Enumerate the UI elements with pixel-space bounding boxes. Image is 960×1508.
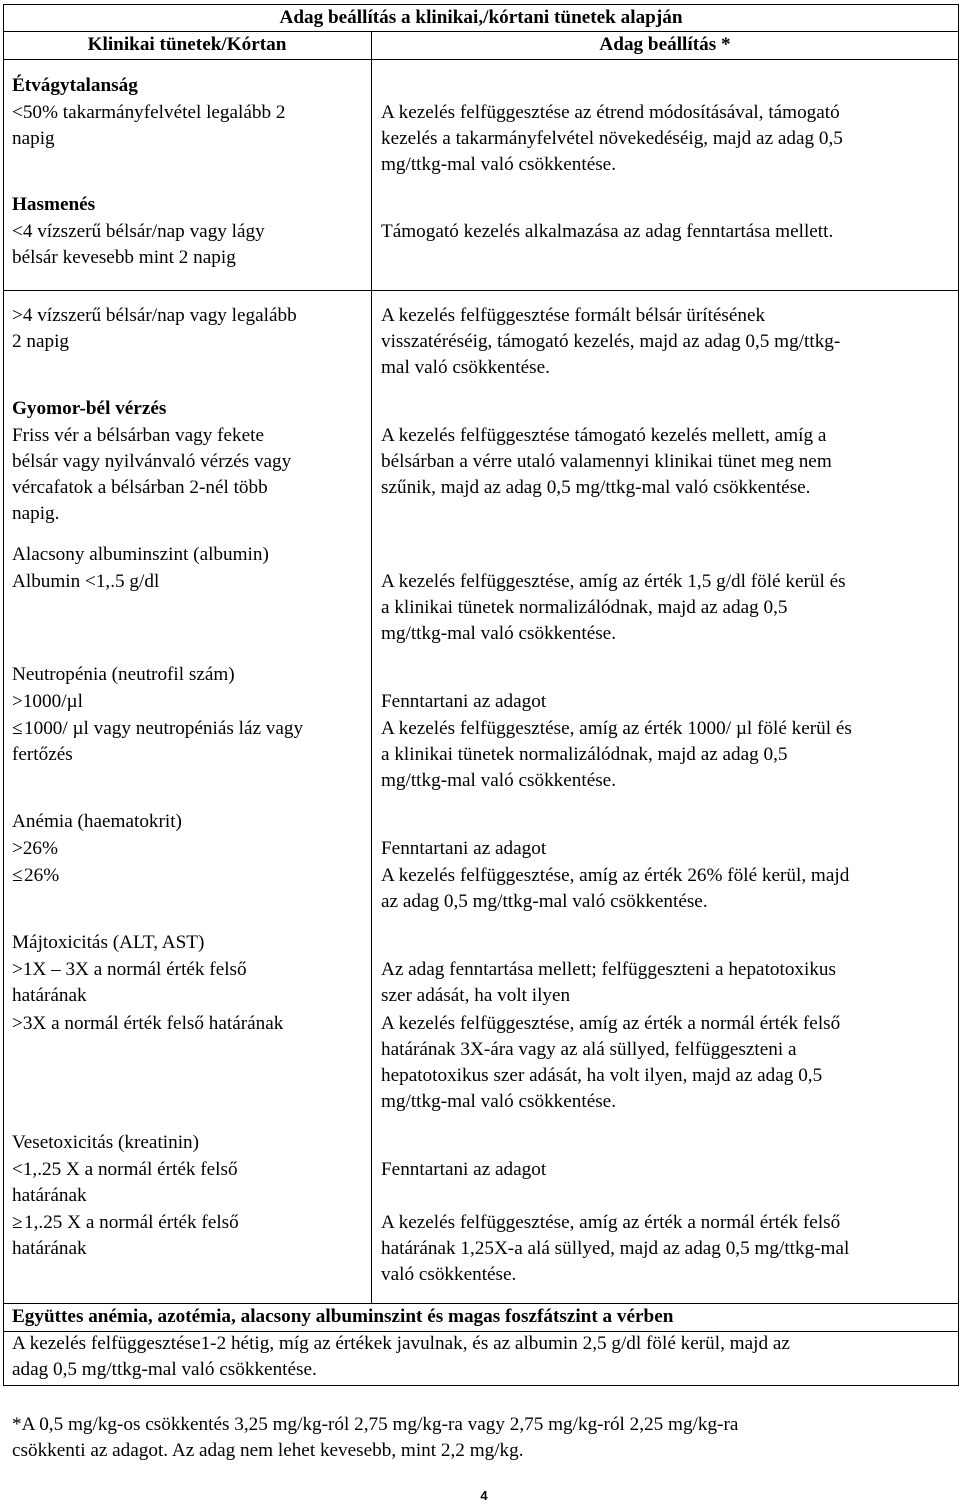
symptom-text: 1,.25 X a normál érték felső <box>24 1212 239 1233</box>
symptom-text: bélsár vagy nyilvánvaló vérzés vagy <box>12 451 292 472</box>
adjustment-text: Fenntartani az adagot <box>381 1159 547 1180</box>
adjustment-text: az adag 0,5 mg/ttkg-mal való csökkentése. <box>381 891 708 912</box>
adjustment-text: Az adag fenntartása mellett; felfüggeszteni a hepatotoxikus <box>381 959 836 980</box>
section-heading-neutropenia: Neutropénia (neutrofil szám) <box>12 664 235 685</box>
symptom-text: >1000/µl <box>12 691 83 712</box>
symptom-text: napig <box>12 128 55 149</box>
combined-text: A kezelés felfüggesztése1-2 hétig, míg az értékek javulnak, és az albumin 2,5 g/dl fölé kerül, majd az <box>12 1333 790 1354</box>
symptom-text: vércafatok a bélsárban 2-nél több <box>12 477 268 498</box>
symptom-text: határának <box>12 1238 87 1259</box>
symptom-text: >1X – 3X a normál érték felső <box>12 959 247 980</box>
adjustment-text: A kezelés felfüggesztése, amíg az érték 26% fölé kerül, majd <box>381 865 850 886</box>
symptom-text: >4 vízszerű bélsár/nap vagy legalább <box>12 305 297 326</box>
symptom-text: <1,.25 X a normál érték felső <box>12 1159 238 1180</box>
rule-header-bottom <box>3 59 959 60</box>
symptom-text: határának <box>12 985 87 1006</box>
column-divider <box>371 31 372 1304</box>
border-right <box>958 4 959 1386</box>
adjustment-text: visszatéréséig, támogató kezelés, majd az adag 0,5 mg/ttkg- <box>381 331 841 352</box>
adjustment-text: Fenntartani az adagot <box>381 691 547 712</box>
adjustment-text: A kezelés felfüggesztése az étrend módosításával, támogató <box>381 102 840 123</box>
header-clinical-symptoms: Klinikai tünetek/Kórtan <box>87 34 287 55</box>
symptom-text: 1000/ µl vagy neutropéniás láz vagy <box>24 718 304 739</box>
symptom-text: határának <box>12 1185 87 1206</box>
symptom-text: 26% <box>24 865 60 886</box>
adjustment-text: A kezelés felfüggesztése, amíg az érték 1,5 g/dl fölé kerül és <box>381 571 846 592</box>
adjustment-text: A kezelés felfüggesztése formált bélsár ürítésének <box>381 305 766 326</box>
adjustment-text: A kezelés felfüggesztése, amíg az érték a normál érték felső <box>381 1013 841 1034</box>
adjustment-text: határának 3X-ára vagy az alá süllyed, felfüggeszteni a <box>381 1039 797 1060</box>
adjustment-text: való csökkentése. <box>381 1264 517 1285</box>
symptom-text: >3X a normál érték felső határának <box>12 1013 284 1034</box>
section-heading-anemia: Anémia (haematokrit) <box>12 811 182 832</box>
adjustment-text: kezelés a takarmányfelvétel növekedéséig, majd az adag 0,5 <box>381 128 843 149</box>
adjustment-text: határának 1,25X-a alá süllyed, majd az adag 0,5 mg/ttkg-mal <box>381 1238 850 1259</box>
adjustment-text: a klinikai tünetek normalizálódnak, majd az adag 0,5 <box>381 597 788 618</box>
rule-bottom <box>3 1385 959 1386</box>
symptom-text: Friss vér a bélsárban vagy fekete <box>12 425 265 446</box>
section-heading-gi-bleeding: Gyomor-bél vérzés <box>12 398 167 419</box>
section-heading-appetite: Étvágytalanság <box>12 75 138 96</box>
section-heading-albumin: Alacsony albuminszint (albumin) <box>12 544 269 565</box>
adjustment-text: Támogató kezelés alkalmazása az adag fenntartása mellett. <box>381 221 834 242</box>
symptom-text: napig. <box>12 503 60 524</box>
rule-sections <box>3 290 959 291</box>
section-heading-diarrhea: Hasmenés <box>12 194 96 215</box>
adjustment-text: szűnik, majd az adag 0,5 mg/ttkg-mal való csökkentése. <box>381 477 811 498</box>
adjustment-text: A kezelés felfüggesztése, amíg az érték a normál érték felső <box>381 1212 841 1233</box>
symptom-text: 2 napig <box>12 331 70 352</box>
page-number: 4 <box>480 1488 488 1503</box>
adjustment-text: mg/ttkg-mal való csökkentése. <box>381 623 616 644</box>
adjustment-text: Fenntartani az adagot <box>381 838 547 859</box>
symptom-text: <4 vízszerű bélsár/nap vagy lágy <box>12 221 265 242</box>
adjustment-text: szer adását, ha volt ilyen <box>381 985 571 1006</box>
symptom-text: bélsár kevesebb mint 2 napig <box>12 247 236 268</box>
symptom-text: fertőzés <box>12 744 73 765</box>
section-heading-combined: Együttes anémia, azotémia, alacsony albuminszint és magas foszfátszint a vérben <box>12 1306 674 1327</box>
footnote: *A 0,5 mg/kg-os csökkentés 3,25 mg/kg-ról 2,75 mg/kg-ra vagy 2,75 mg/kg-ról 2,25 mg/kg-ra <box>12 1414 739 1435</box>
section-heading-liver: Májtoxicitás (ALT, AST) <box>12 932 205 953</box>
less-equal-icon: ≤ <box>12 865 23 886</box>
footnote: csökkenti az adagot. Az adag nem lehet kevesebb, mint 2,2 mg/kg. <box>12 1440 524 1461</box>
header-dose-adjustment: Adag beállítás * <box>599 34 731 55</box>
section-heading-kidney: Vesetoxicitás (kreatinin) <box>12 1132 200 1153</box>
greater-equal-icon: ≥ <box>12 1212 23 1233</box>
adjustment-text: hepatotoxikus szer adását, ha volt ilyen, majd az adag 0,5 <box>381 1065 823 1086</box>
symptom-text: Albumin <1,.5 g/dl <box>12 571 160 592</box>
symptom-text: <50% takarmányfelvétel legalább 2 <box>12 102 286 123</box>
adjustment-text: A kezelés felfüggesztése, amíg az érték 1000/ µl fölé kerül és <box>381 718 852 739</box>
adjustment-text: a klinikai tünetek normalizálódnak, majd az adag 0,5 <box>381 744 788 765</box>
table-title: Adag beállítás a klinikai,/kórtani tünetek alapján <box>279 7 683 28</box>
adjustment-text: mg/ttkg-mal való csökkentése. <box>381 154 616 175</box>
adjustment-text: mal való csökkentése. <box>381 357 550 378</box>
less-equal-icon: ≤ <box>12 718 23 739</box>
symptom-text: >26% <box>12 838 58 859</box>
adjustment-text: mg/ttkg-mal való csökkentése. <box>381 1091 616 1112</box>
adjustment-text: mg/ttkg-mal való csökkentése. <box>381 770 616 791</box>
adjustment-text: A kezelés felfüggesztése támogató kezelés mellett, amíg a <box>381 425 827 446</box>
adjustment-text: bélsárban a vérre utaló valamennyi klinikai tünet meg nem <box>381 451 832 472</box>
border-left <box>3 4 4 1386</box>
combined-text: adag 0,5 mg/ttkg-mal való csökkentése. <box>12 1359 317 1380</box>
